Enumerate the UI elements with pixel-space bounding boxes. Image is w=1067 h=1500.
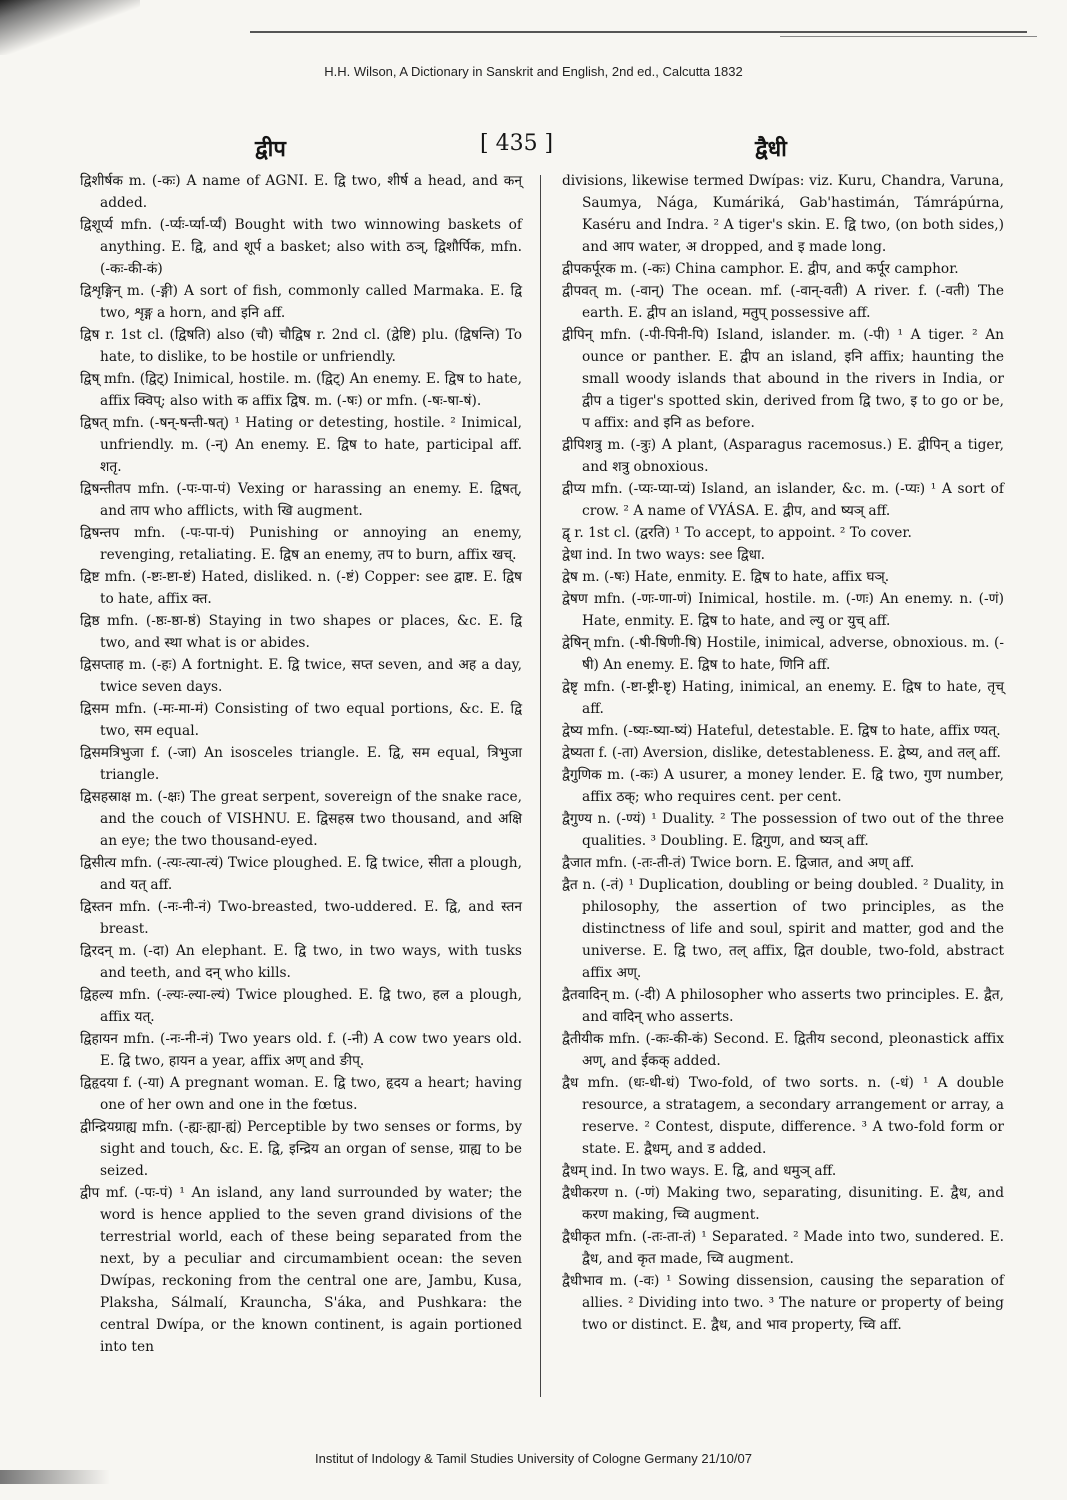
dictionary-entry: द्विष r. 1st cl. (द्विषति) also (चौ) चौद्विष r. 2nd cl. (द्वेष्टि) plu. (द्विषन्ति) To hate, to dislike, to be hostile or unfriendly.: [80, 327, 522, 365]
dictionary-entry: द्वैधीभाव m. (-वः) ¹ Sowing dissension, causing the separation of allies. ² Dividing into two. ³ The nature or property of being two or distinct. E. द्वैध, and भाव property, च्वि aff.: [562, 1273, 1004, 1333]
source-citation: H.H. Wilson, A Dictionary in Sanskrit and English, 2nd ed., Calcutta 1832: [324, 64, 743, 79]
dictionary-entry: द्वैगुण्य n. (-ण्यं) ¹ Duality. ² The possession of two out of the three qualities. ³ Doubling. E. द्विगुण, and ष्यञ् aff.: [562, 811, 1004, 849]
scan-bottom-mark: [0, 1470, 110, 1484]
dictionary-entry: द्वैगुणिक m. (-कः) A usurer, a money lender. E. द्वि two, गुण number, affix ठक्; who requires cent. per cent.: [562, 767, 1004, 805]
dictionary-entry: द्विहृदया f. (-या) A pregnant woman. E. द्वि two, हृदय a heart; having one of her own and one in the fœtus.: [80, 1075, 522, 1113]
dictionary-entry: द्विस्तन mfn. (-नः-नी-नं) Two-breasted, two-uddered. E. द्वि, and स्तन breast.: [80, 899, 522, 937]
dictionary-entry: द्वैध mfn. (धः-धी-धं) Two-fold, of two sorts. n. (-धं) ¹ A double resource, a stratagem, a secondary arrangement or array, a reserve. ² Contest, dispute, difference. ³ A two-fold form or state. E. द्वैधम्, and ड added.: [562, 1075, 1004, 1157]
dictionary-entry: द्विशीर्षक m. (-कः) A name of AGNI. E. द्वि two, शीर्ष a head, and कन् added.: [80, 173, 522, 211]
dictionary-entry: द्वेषण mfn. (-णः-णा-णं) Inimical, hostile. m. (-णः) An enemy. n. (-णं) Hate, enmity. E. द्विष to hate, and ल्यु or युच् aff.: [562, 591, 1004, 629]
dictionary-entry: द्विसम mfn. (-मः-मा-मं) Consisting of two equal portions, &c. E. द्वि two, सम equal.: [80, 701, 522, 739]
dictionary-entry: द्वीपवत् m. (-वान्) The ocean. mf. (-वान्-वती) A river. f. (-वती) The earth. E. द्वीप an island, मतुप् possessive aff.: [562, 283, 1004, 321]
dictionary-entry: द्वैतवादिन् m. (-दी) A philosopher who asserts two principles. E. द्वैत, and वादिन् who asserts.: [562, 987, 1004, 1025]
dictionary-entry: द्वेषिन् mfn. (-षी-षिणी-षि) Hostile, inimical, adverse, obnoxious. m. (-षी) An enemy. E. द्विष to hate, णिनि aff.: [562, 635, 1004, 673]
dictionary-entry: द्विशूर्प्य mfn. (-र्प्यः-र्प्या-र्प्यं) Bought with two winnowing baskets of anything. E. द्वि, and शूर्प a basket; also with ठञ्, द्विशौर्पिक, mfn. (-कः-की-कं): [80, 217, 522, 277]
dictionary-entry: द्वीपिन् mfn. (-पी-पिनी-पि) Island, islander. m. (-पी) ¹ A tiger. ² An ounce or panther. E. द्वीप an island, इनि affix; haunting the small woody islands that abound in the rivers in India, or द्वीप a tiger's spotted skin, derived from द्वि two, इ to go or be, प affix: and इनि as before.: [562, 327, 1004, 431]
dictionary-entry: द्वृ r. 1st cl. (द्वरति) ¹ To accept, to appoint. ² To cover.: [562, 525, 912, 541]
dictionary-entry: द्वीन्द्रियग्राह्य mfn. (-ह्यः-ह्या-ह्यं) Perceptible by two senses or forms, by sight and touch, &c. E. द्वि, इन्द्रिय an organ of sense, ग्राह्य to be seized.: [80, 1119, 522, 1179]
dictionary-entry: द्विष् mfn. (द्विट्) Inimical, hostile. m. (द्विट्) An enemy. E. द्विष to hate, affix क्विप्; also with क affix द्विष. m. (-षः) or mfn. (-षः-षा-षं).: [80, 371, 522, 409]
dictionary-entry: द्वैत n. (-तं) ¹ Duplication, doubling or being doubled. ² Duality, in philosophy, the assertion of two principles, as the distinctness of life and soul, spirit and matter, god and the universe. E. द्वि two, तल् affix, द्वित double, two-fold, abstract affix अण्.: [562, 877, 1004, 981]
dictionary-entry: द्वैधीकृत mfn. (-तः-ता-तं) ¹ Separated. ² Made into two, sundered. E. द्वैध, and कृत made, च्वि augment.: [562, 1229, 1004, 1267]
dictionary-entry: द्विहायन mfn. (-नः-नी-नं) Two years old. f. (-नी) A cow two years old. E. द्वि two, हायन a year, affix अण् and ङीप्.: [80, 1031, 522, 1069]
dictionary-entry: द्वेधा ind. In two ways: see द्विधा.: [562, 547, 766, 563]
dictionary-entry: द्वैजात mfn. (-तः-ती-तं) Twice born. E. द्विजात, and अण् aff.: [562, 855, 915, 871]
dictionary-entry: द्वीप mf. (-पः-पं) ¹ An island, any land surrounded by water; the word is hence applied to the seven grand divisions of the terrestrial world, each of these being separated from the next, by a peculiar and circumambient ocean: the seven Dwípas, reckoning from the central one are, Jambu, Kusa, Plaksha, Sálmalí, Krauncha, S'áka, and Pushkara: the central Dwípa, or the known continent, is again portioned into ten: [80, 1185, 522, 1355]
dictionary-entry: द्वैतीयीक mfn. (-कः-की-कं) Second. E. द्वितीय second, pleonastick affix अण्, and ईकक् added.: [562, 1031, 1004, 1069]
dictionary-entry: द्विषन्तप mfn. (-पः-पा-पं) Punishing or annoying an enemy, revenging, retaliating. E. द्विष an enemy, तप to burn, affix खच्.: [80, 525, 522, 563]
dictionary-entry: द्वेष m. (-षः) Hate, enmity. E. द्विष to hate, affix घञ्.: [562, 569, 890, 585]
dictionary-entry: द्वीप्य mfn. (-प्यः-प्या-प्यं) Island, an islander, &c. m. (-प्यः) ¹ A sort of crow. ² A name of VYÁSA. E. द्वीप, and ष्यञ् aff.: [562, 481, 1004, 519]
scan-corner-mark: [0, 0, 140, 55]
dictionary-entry: द्विशृङ्गिन् m. (-ङ्गी) A sort of fish, commonly called Marmaka. E. द्वि two, शृङ्ग a horn, and इनि aff.: [80, 283, 522, 321]
dictionary-entry: द्विष्ट mfn. (-ष्टः-ष्टा-ष्टं) Hated, disliked. n. (-ष्टं) Copper: see द्वाष्ट. E. द्विष to hate, affix क्त.: [80, 569, 522, 607]
page-number: [ 435 ]: [480, 131, 554, 156]
dictionary-entry: द्वैधीकरण n. (-णं) Making two, separating, disuniting. E. द्वैध, and करण making, च्वि augment.: [562, 1185, 1004, 1223]
dictionary-entry: द्विषन्तीतप mfn. (-पः-पा-पं) Vexing or harassing an enemy. E. द्विषत्, and ताप who afflicts, with खि augment.: [80, 481, 522, 519]
running-headword-right: द्वैधी: [755, 136, 787, 162]
dictionary-entry: द्विषत् mfn. (-षन्-षन्ती-षत्) ¹ Hating or detesting, hostile. ² Inimical, unfriendly. m. (-न्) An enemy. E. द्विष to hate, participal aff. शतृ.: [80, 415, 522, 475]
dictionary-entry: द्वेष्य mfn. (-ष्यः-ष्या-ष्यं) Hateful, detestable. E. द्विष to hate, affix ण्यत्.: [562, 723, 1001, 739]
left-column: [80, 170, 522, 1358]
dictionary-entry: द्वैधम् ind. In two ways. E. द्वि, and धमुञ् aff.: [562, 1163, 837, 1179]
scan-top-rule-secondary: [780, 36, 1037, 37]
dictionary-entry: द्विसमत्रिभुजा f. (-जा) An isosceles triangle. E. द्वि, सम equal, त्रिभुजा triangle.: [80, 745, 522, 783]
dictionary-entry: द्वीपिशत्रु m. (-त्रुः) A plant, (Asparagus racemosus.) E. द्वीपिन् a tiger, and शत्रु obnoxious.: [562, 437, 1004, 475]
dictionary-entry: द्विसप्ताह m. (-हः) A fortnight. E. द्वि twice, सप्त seven, and अह a day, twice seven days.: [80, 657, 522, 695]
right-column: [562, 170, 1004, 1336]
dictionary-entry: द्विष्ठ mfn. (-ष्ठः-ष्ठा-ष्ठं) Staying in two shapes or places, &c. E. द्वि two, and स्था what is or abides.: [80, 613, 522, 651]
dictionary-entry: द्विरदन् m. (-दा) An elephant. E. द्वि two, in two ways, with tusks and teeth, and दन् who kills.: [80, 943, 522, 981]
dictionary-entry: द्विसीत्य mfn. (-त्यः-त्या-त्यं) Twice ploughed. E. द्वि twice, सीता a plough, and यत् aff.: [80, 855, 522, 893]
dictionary-entry: divisions, likewise termed Dwípas: viz. Kuru, Chandra, Varuna, Saumya, Nága, Kumáriká, Gab'hastimán, Támrápúrna, Kaséru and Indra. ² A tiger's skin. E. द्वि two, (on both sides,) and आप water, अ dropped, and इ made long.: [562, 173, 1004, 255]
dictionary-entry: द्वेष्टृ mfn. (-ष्टा-ष्ट्री-ष्टृ) Hating, inimical, an enemy. E. द्विष to hate, तृच् aff.: [562, 679, 1004, 717]
scan-top-rule: [250, 31, 1027, 33]
dictionary-entry: द्विहल्य mfn. (-ल्यः-ल्या-ल्यं) Twice ploughed. E. द्वि two, हल a plough, affix यत्.: [80, 987, 522, 1025]
column-divider: [540, 175, 541, 1397]
footer-credit: Institut of Indology & Tamil Studies University of Cologne Germany 21/10/07: [315, 1451, 752, 1466]
dictionary-entry: द्वेष्यता f. (-ता) Aversion, dislike, detestableness. E. द्वेष्य, and तल् aff.: [562, 745, 1001, 761]
dictionary-entry: द्वीपकर्पूरक m. (-कः) China camphor. E. द्वीप, and कर्पूर camphor.: [562, 261, 959, 277]
running-headword-left: द्वीप: [255, 136, 286, 162]
dictionary-entry: द्विसहस्राक्ष m. (-क्षः) The great serpent, sovereign of the snake race, and the couch of VISHNU. E. द्विसहस्र two thousand, and अक्षि an eye; the two thousand-eyed.: [80, 789, 522, 849]
